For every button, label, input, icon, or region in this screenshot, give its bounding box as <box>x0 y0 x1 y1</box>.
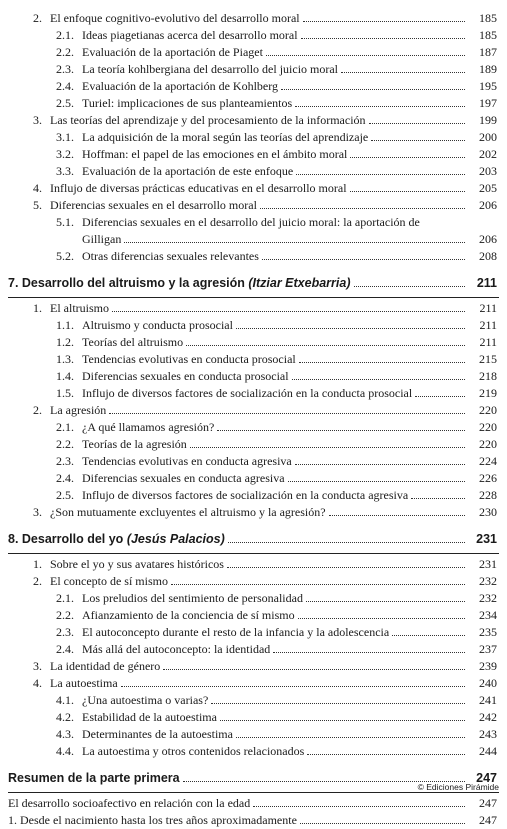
toc-entry <box>0 129 507 146</box>
toc-entry-body <box>56 487 497 504</box>
toc-entry <box>0 812 507 829</box>
dot-leader <box>329 515 465 516</box>
page-number: 243 <box>479 727 497 741</box>
entry-label: La identidad de género <box>50 659 161 673</box>
entry-number: 4.4. <box>56 744 74 758</box>
page-number: 230 <box>479 505 497 519</box>
dot-leader <box>341 72 465 73</box>
entry-number: 1.5. <box>56 386 74 400</box>
toc-entry-body <box>33 112 497 129</box>
toc-entry-body <box>33 658 497 675</box>
page-number: 228 <box>479 488 497 502</box>
dot-leader <box>369 123 465 124</box>
entry-continuation <box>82 231 497 248</box>
entry-number: 2.4. <box>56 471 74 485</box>
entry-number: 2. <box>33 11 42 25</box>
toc-entry-body <box>56 709 497 726</box>
toc-entry <box>0 197 507 214</box>
entry-label: Diferencias sexuales en conducta agresiva <box>82 471 285 485</box>
dot-leader <box>124 242 465 243</box>
toc-entry-body <box>56 385 497 402</box>
dot-leader <box>307 754 465 755</box>
entry-label: Otras diferencias sexuales relevantes <box>82 249 259 263</box>
toc-entry-body <box>56 624 497 641</box>
toc-entry-body <box>56 61 497 78</box>
section-author: (Itziar Etxebarria) <box>248 276 351 290</box>
page-number: 219 <box>479 386 497 400</box>
page-number: 185 <box>479 11 497 25</box>
page-number: 239 <box>479 659 497 673</box>
toc-entry <box>0 641 507 658</box>
toc-entry <box>0 504 507 521</box>
page-number: 195 <box>479 79 497 93</box>
toc-entry <box>0 61 507 78</box>
entry-number: 3.2. <box>56 147 74 161</box>
section-title <box>8 766 180 790</box>
entry-label: Los preludios del sentimiento de personalidad <box>82 591 303 605</box>
dot-leader <box>306 601 465 602</box>
page-number: 206 <box>479 198 497 212</box>
entry-label: Estabilidad de la autoestima <box>82 710 217 724</box>
toc-entry <box>0 44 507 61</box>
dot-leader <box>411 498 465 499</box>
toc-entry-body <box>33 300 497 317</box>
entry-label: Diferencias sexuales en conducta prosocial <box>82 369 289 383</box>
dot-leader <box>300 823 465 824</box>
toc-entry <box>0 743 507 760</box>
entry-number: 1. <box>33 557 42 571</box>
toc-entry-body <box>56 163 497 180</box>
page-number: 242 <box>479 710 497 724</box>
entry-label-continued: Gilligan <box>82 232 122 246</box>
toc-entry-body <box>56 726 497 743</box>
entry-label: Influjo de diversos factores de socialización en la conducta agresiva <box>82 488 409 502</box>
entry-label: El desarrollo socioafectivo en relación con la edad <box>8 796 251 810</box>
toc-entry-body <box>56 129 497 146</box>
page-number: 231 <box>476 532 497 546</box>
dot-leader <box>292 379 465 380</box>
page-number: 199 <box>479 113 497 127</box>
entry-number: 1.2. <box>56 335 74 349</box>
entry-number: 4. <box>33 676 42 690</box>
page-number: 237 <box>479 642 497 656</box>
table-of-contents <box>0 10 507 829</box>
toc-entry-body <box>8 795 497 812</box>
dot-leader <box>236 737 465 738</box>
entry-number: 2.5. <box>56 96 74 110</box>
entry-number: 5.1. <box>56 215 74 229</box>
entry-label: Hoffman: el papel de las emociones en el ámbito moral <box>82 147 348 161</box>
toc-entry-body <box>33 197 497 214</box>
toc-entry-body <box>56 214 497 246</box>
dot-leader <box>163 669 465 670</box>
entry-label: Tendencias evolutivas en conducta prosocial <box>82 352 296 366</box>
toc-entry <box>0 214 507 248</box>
section-heading <box>0 527 507 551</box>
dot-leader <box>350 191 465 192</box>
dot-leader <box>211 703 465 704</box>
page-number: 220 <box>479 420 497 434</box>
toc-entry <box>0 658 507 675</box>
page-number: 247 <box>476 771 497 785</box>
page-number: 232 <box>479 591 497 605</box>
entry-number: 3. <box>33 113 42 127</box>
section-title <box>8 527 225 551</box>
entry-number: 3. <box>33 505 42 519</box>
page-number: 226 <box>479 471 497 485</box>
entry-label: Influjo de diversos factores de socialización en la conducta prosocial <box>82 386 413 400</box>
entry-label: Evaluación de la aportación de este enfoque <box>82 164 294 178</box>
toc-entry-body <box>56 436 497 453</box>
page-number: 208 <box>479 249 497 263</box>
dot-leader <box>253 806 465 807</box>
toc-entry-body <box>56 78 497 95</box>
page-number: 211 <box>476 276 497 290</box>
entry-number: 2.3. <box>56 625 74 639</box>
entry-label: La adquisición de la moral según las teorías del aprendizaje <box>82 130 369 144</box>
dot-leader <box>109 413 465 414</box>
entry-label: Evaluación de la aportación de Kohlberg <box>82 79 279 93</box>
page-number: 232 <box>479 574 497 588</box>
dot-leader <box>303 21 465 22</box>
toc-entry <box>0 709 507 726</box>
toc-entry <box>0 487 507 504</box>
dot-leader <box>301 38 465 39</box>
entry-number: 4. <box>33 181 42 195</box>
dot-leader <box>190 447 465 448</box>
toc-entry-body <box>33 556 497 573</box>
entry-number: 5. <box>33 198 42 212</box>
entry-label: ¿Una autoestima o varias? <box>82 693 209 707</box>
page-number: 187 <box>479 45 497 59</box>
toc-entry <box>0 351 507 368</box>
entry-label: La autoestima <box>50 676 118 690</box>
dot-leader <box>296 174 465 175</box>
page-number: 205 <box>479 181 497 195</box>
toc-entry-body <box>33 573 497 590</box>
toc-entry <box>0 726 507 743</box>
toc-entry <box>0 368 507 385</box>
toc-entry <box>0 180 507 197</box>
toc-entry <box>0 78 507 95</box>
entry-number: 2.2. <box>56 45 74 59</box>
entry-number: 2. <box>33 574 42 588</box>
section-title <box>8 271 351 295</box>
entry-label: Determinantes de la autoestima <box>82 727 233 741</box>
page-number: 211 <box>479 335 497 349</box>
toc-entry-body <box>33 10 497 27</box>
entry-label: Sobre el yo y sus avatares históricos <box>50 557 224 571</box>
entry-number: 2.2. <box>56 608 74 622</box>
entry-label: Evaluación de la aportación de Piaget <box>82 45 263 59</box>
entry-number: 1.3. <box>56 352 74 366</box>
entry-label: La teoría kohlbergiana del desarrollo del juicio moral <box>82 62 339 76</box>
toc-entry <box>0 795 507 812</box>
entry-label: La agresión <box>50 403 107 417</box>
entry-number: 2.3. <box>56 62 74 76</box>
dot-leader <box>354 286 466 287</box>
entry-label: El altruismo <box>50 301 109 315</box>
toc-entry-body <box>56 641 497 658</box>
entry-label: La autoestima y otros contenidos relacionados <box>82 744 305 758</box>
toc-entry <box>0 300 507 317</box>
toc-entry <box>0 27 507 44</box>
page-number: 235 <box>479 625 497 639</box>
entry-label: Diferencias sexuales en el desarrollo moral <box>50 198 257 212</box>
entry-number: 4.3. <box>56 727 74 741</box>
section-heading <box>0 271 507 295</box>
dot-leader <box>217 430 465 431</box>
toc-entry <box>0 556 507 573</box>
page-number: 218 <box>479 369 497 383</box>
section-title-text: 8. Desarrollo del yo <box>8 532 124 546</box>
entry-label: Las teorías del aprendizaje y del procesamiento de la información <box>50 113 366 127</box>
toc-entry <box>0 163 507 180</box>
dot-leader <box>299 362 465 363</box>
toc-entry-body <box>56 419 497 436</box>
toc-entry <box>0 590 507 607</box>
page-number: 197 <box>479 96 497 110</box>
toc-entry-body <box>33 504 497 521</box>
dot-leader <box>228 542 465 543</box>
page-number: 220 <box>479 403 497 417</box>
page-number: 244 <box>479 744 497 758</box>
entry-number: 3. <box>33 659 42 673</box>
entry-label: Diferencias sexuales en el desarrollo del juicio moral: la aportación de <box>82 215 420 229</box>
toc-entry-body <box>56 27 497 44</box>
entry-number: 1.1. <box>56 318 74 332</box>
entry-number: 4.2. <box>56 710 74 724</box>
entry-number: 2.1. <box>56 420 74 434</box>
page-number: 211 <box>479 301 497 315</box>
toc-entry-body <box>56 470 497 487</box>
page-number: 247 <box>479 813 497 827</box>
entry-label: Influjo de diversas prácticas educativas en el desarrollo moral <box>50 181 347 195</box>
dot-leader <box>295 464 465 465</box>
toc-entry <box>0 573 507 590</box>
toc-entry <box>0 470 507 487</box>
page-number: 231 <box>479 557 497 571</box>
section-title-text: 7. Desarrollo del altruismo y la agresión <box>8 276 245 290</box>
entry-label: Ideas piagetianas acerca del desarrollo moral <box>82 28 298 42</box>
toc-entry-body <box>56 334 497 351</box>
toc-entry <box>8 527 497 551</box>
entry-label: ¿A qué llamamos agresión? <box>82 420 215 434</box>
page-number: 220 <box>479 437 497 451</box>
toc-entry-body <box>56 590 497 607</box>
toc-entry <box>0 607 507 624</box>
dot-leader <box>298 618 465 619</box>
dot-leader <box>121 686 465 687</box>
entry-label: Teorías del altruismo <box>82 335 184 349</box>
page-number: 241 <box>479 693 497 707</box>
page-number: 247 <box>479 796 497 810</box>
toc-entry-body <box>33 180 497 197</box>
toc-entry <box>8 271 497 295</box>
toc-entry-body <box>33 402 497 419</box>
section-divider <box>8 297 499 298</box>
entry-number: 3.1. <box>56 130 74 144</box>
toc-entry-body <box>56 95 497 112</box>
dot-leader <box>171 584 465 585</box>
entry-label: Tendencias evolutivas en conducta agresiva <box>82 454 292 468</box>
entry-number: 2.1. <box>56 591 74 605</box>
page-number: 224 <box>479 454 497 468</box>
toc-entry <box>0 146 507 163</box>
toc-entry-body <box>8 812 497 829</box>
entry-label: ¿Son mutuamente excluyentes el altruismo y la agresión? <box>50 505 326 519</box>
toc-entry <box>0 112 507 129</box>
dot-leader <box>281 89 465 90</box>
section-divider <box>8 792 499 793</box>
entry-number: 5.2. <box>56 249 74 263</box>
toc-entry-body <box>33 675 497 692</box>
dot-leader <box>227 567 465 568</box>
page-number: 234 <box>479 608 497 622</box>
toc-entry <box>0 675 507 692</box>
toc-entry-body <box>56 453 497 470</box>
toc-entry <box>0 692 507 709</box>
page-number: 203 <box>479 164 497 178</box>
toc-entry-body <box>56 692 497 709</box>
toc-entry <box>0 436 507 453</box>
section-title-text: Resumen de la parte primera <box>8 771 180 785</box>
dot-leader <box>350 157 465 158</box>
dot-leader <box>415 396 465 397</box>
entry-label: Teorías de la agresión <box>82 437 187 451</box>
toc-entry <box>0 385 507 402</box>
toc-entry-body <box>56 351 497 368</box>
dot-leader <box>112 311 465 312</box>
section-divider <box>8 553 499 554</box>
page-number: 185 <box>479 28 497 42</box>
page-number: 189 <box>479 62 497 76</box>
dot-leader <box>236 328 465 329</box>
page-number: 211 <box>479 318 497 332</box>
entry-number: 2.5. <box>56 488 74 502</box>
entry-label: Más allá del autoconcepto: la identidad <box>82 642 271 656</box>
toc-entry-body <box>56 44 497 61</box>
dot-leader <box>262 259 465 260</box>
entry-label: Altruismo y conducta prosocial <box>82 318 233 332</box>
toc-entry <box>0 419 507 436</box>
page-number: 206 <box>479 232 497 246</box>
page-number: 240 <box>479 676 497 690</box>
entry-number: 2.3. <box>56 454 74 468</box>
entry-number: 1.4. <box>56 369 74 383</box>
toc-entry <box>0 317 507 334</box>
dot-leader <box>295 106 465 107</box>
toc-entry <box>0 402 507 419</box>
entry-number: 2. <box>33 403 42 417</box>
entry-label: Afianzamiento de la conciencia de sí mismo <box>82 608 295 622</box>
page-number: 215 <box>479 352 497 366</box>
toc-entry-body <box>56 248 497 265</box>
entry-label: 1. Desde el nacimiento hasta los tres años aproximadamente <box>8 813 297 827</box>
toc-entry <box>0 453 507 470</box>
publisher-footer: © Ediciones Pirámide <box>417 782 499 792</box>
entry-number: 2.1. <box>56 28 74 42</box>
toc-entry-body <box>56 317 497 334</box>
entry-number: 2.2. <box>56 437 74 451</box>
dot-leader <box>266 55 465 56</box>
dot-leader <box>392 635 465 636</box>
page-number: 202 <box>479 147 497 161</box>
toc-entry-body <box>56 368 497 385</box>
dot-leader <box>186 345 465 346</box>
dot-leader <box>371 140 465 141</box>
entry-label: El concepto de sí mismo <box>50 574 168 588</box>
entry-number: 4.1. <box>56 693 74 707</box>
entry-label: Turiel: implicaciones de sus planteamientos <box>82 96 293 110</box>
toc-entry-body <box>56 607 497 624</box>
dot-leader <box>273 652 465 653</box>
toc-entry <box>0 248 507 265</box>
toc-entry <box>0 95 507 112</box>
entry-number: 2.4. <box>56 642 74 656</box>
dot-leader <box>220 720 465 721</box>
toc-entry <box>0 334 507 351</box>
dot-leader <box>288 481 465 482</box>
section-author: (Jesús Palacios) <box>126 532 225 546</box>
toc-entry <box>0 10 507 27</box>
entry-number: 2.4. <box>56 79 74 93</box>
entry-label: El enfoque cognitivo-evolutivo del desarrollo moral <box>50 11 300 25</box>
entry-number: 3.3. <box>56 164 74 178</box>
page-number: 200 <box>479 130 497 144</box>
toc-entry <box>0 624 507 641</box>
toc-entry-body <box>56 743 497 760</box>
toc-entry-body <box>56 146 497 163</box>
entry-number: 1. <box>33 301 42 315</box>
dot-leader <box>260 208 465 209</box>
entry-label: El autoconcepto durante el resto de la infancia y la adolescencia <box>82 625 390 639</box>
